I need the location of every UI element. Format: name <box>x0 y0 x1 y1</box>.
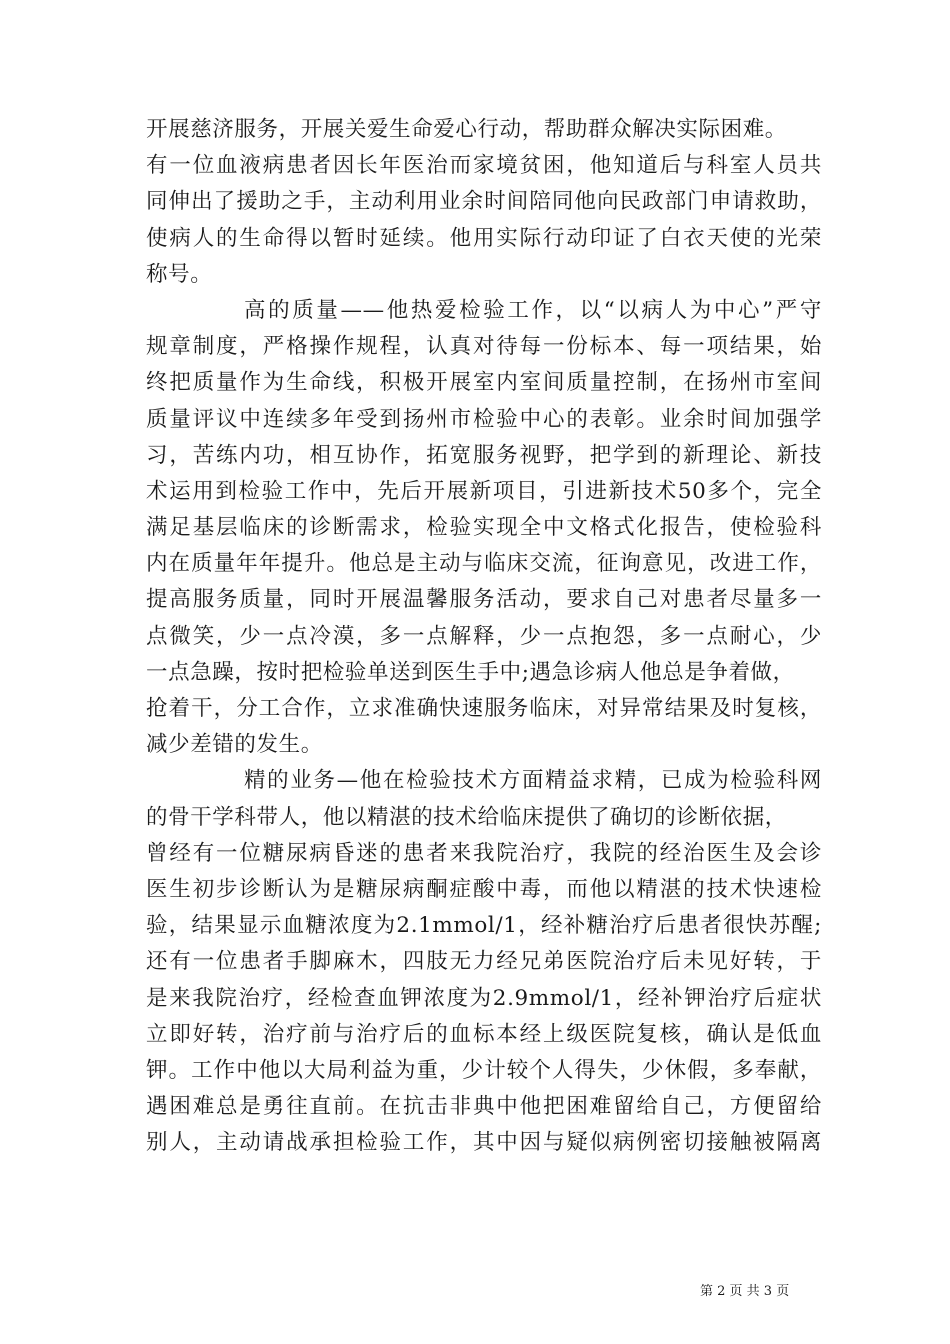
text-line: 高的质量——他热爱检验工作，以“以病人为中心”严守 <box>244 297 822 323</box>
text-line: 曾经有一位糖尿病昏迷的患者来我院治疗，我院的经治医生及会诊 <box>146 840 822 866</box>
page-number: 第 2 页 共 3 页 <box>700 1284 790 1299</box>
text-line: 同伸出了援助之手，主动利用业余时间陪同他向民政部门申请救助， <box>146 189 822 215</box>
text-line: 习，苦练内功，相互协作，拓宽服务视野，把学到的新理论、新技 <box>146 442 822 468</box>
text-line: 称号。 <box>146 261 213 287</box>
body-text <box>146 112 822 1161</box>
text-line: 减少差错的发生。 <box>146 732 323 758</box>
text-line: 提高服务质量，同时开展温馨服务活动，要求自己对患者尽量多一 <box>146 587 822 613</box>
text-line: 别人，主动请战承担检验工作，其中因与疑似病例密切接触被隔离 <box>146 1130 822 1156</box>
text-line: 医生初步诊断认为是糖尿病酮症酸中毒，而他以精湛的技术快速检 <box>146 876 822 902</box>
text-line: 质量评议中连续多年受到扬州市检验中心的表彰。业余时间加强学 <box>146 406 822 432</box>
text-line: 使病人的生命得以暂时延续。他用实际行动印证了白衣天使的光荣 <box>146 225 822 251</box>
text-line: 还有一位患者手脚麻木，四肢无力经兄弟医院治疗后未见好转，于 <box>146 949 822 975</box>
text-line: 立即好转，治疗前与治疗后的血标本经上级医院复核，确认是低血 <box>146 1021 822 1047</box>
text-line: 内在质量年年提升。他总是主动与临床交流，征询意见，改进工作， <box>146 551 822 577</box>
text-line: 点微笑，少一点冷漠，多一点解释，少一点抱怨，多一点耐心，少 <box>146 623 822 649</box>
text-line: 一点急躁，按时把检验单送到医生手中;遇急诊病人他总是争着做， <box>146 659 795 685</box>
text-line: 抢着干，分工合作，立求准确快速服务临床，对异常结果及时复核， <box>146 696 822 721</box>
text-line: 是来我院治疗，经检查血钾浓度为2.9mmol/1，经补钾治疗后症状 <box>146 985 822 1011</box>
text-line: 有一位血液病患者因长年医治而家境贫困，他知道后与科室人员共 <box>146 153 822 179</box>
text-line: 满足基层临床的诊断需求，检验实现全中文格式化报告，使检验科 <box>146 515 822 541</box>
text-line: 的骨干学科带人，他以精湛的技术给临床提供了确切的诊断依据， <box>146 804 787 830</box>
text-line: 终把质量作为生命线，积极开展室内室间质量控制，在扬州市室间 <box>146 370 822 396</box>
text-line: 规章制度，严格操作规程，认真对待每一份标本、每一项结果，始 <box>146 334 822 360</box>
text-line: 术运用到检验工作中，先后开展新项目，引进新技术50多个，完全 <box>146 478 822 504</box>
text-line: 开展慈济服务，开展关爱生命爱心行动，帮助群众解决实际困难。 <box>146 117 787 142</box>
text-line: 遇困难总是勇往直前。在抗击非典中他把困难留给自己，方便留给 <box>146 1094 822 1120</box>
text-line: 钾。工作中他以大局利益为重，少计较个人得失，少休假，多奉献， <box>146 1057 822 1083</box>
text-line: 精的业务—他在检验技术方面精益求精，已成为检验科网 <box>244 768 822 794</box>
text-line: 验，结果显示血糖浓度为2.1mmol/1，经补糖治疗后患者很快苏醒; <box>146 913 822 939</box>
